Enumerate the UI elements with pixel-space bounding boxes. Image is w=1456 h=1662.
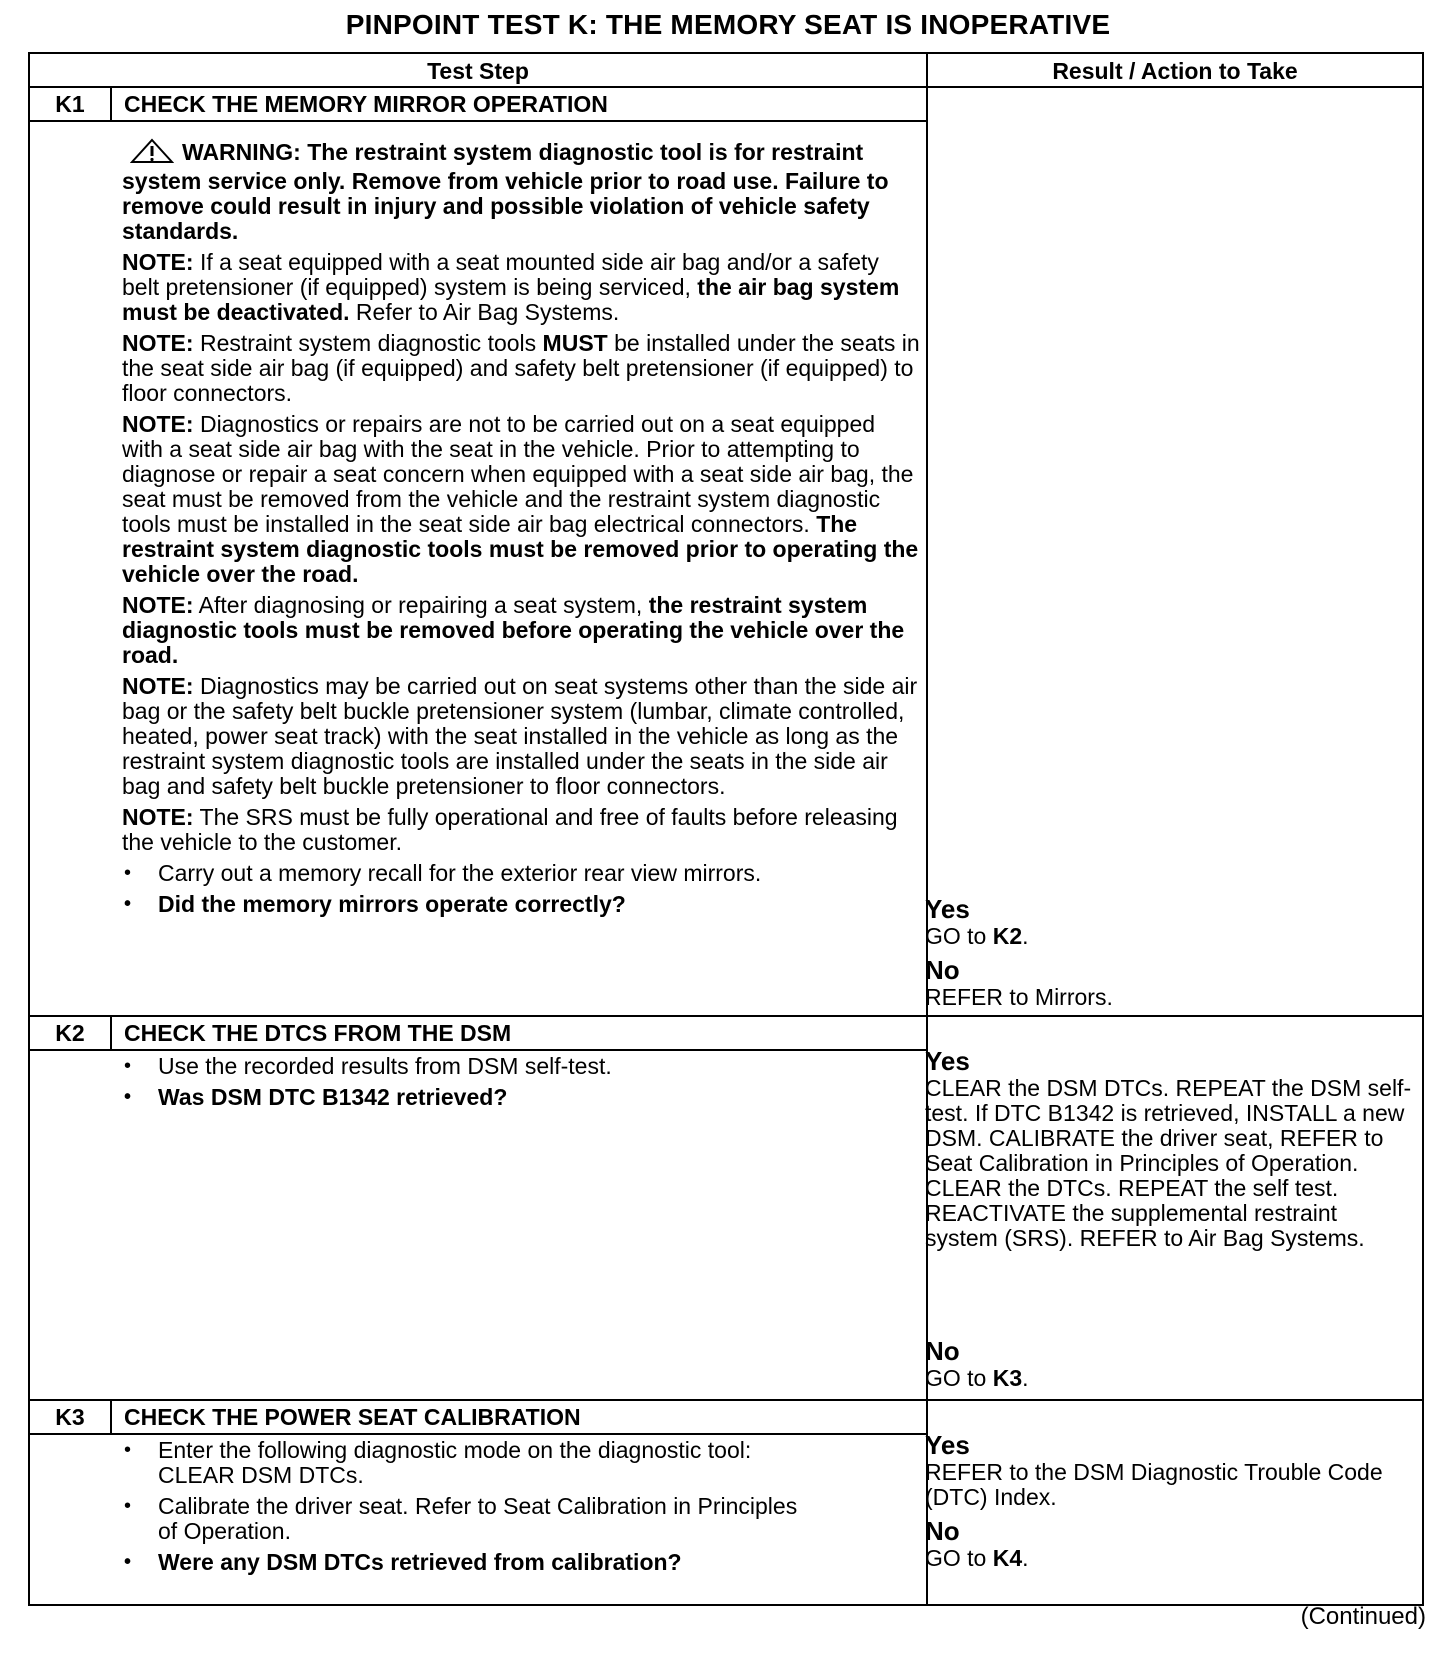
note-label: NOTE: <box>122 330 194 356</box>
bullet-item: • Enter the following diagnostic mode on the diagnostic tool: CLEAR DSM DTCs. <box>122 1438 822 1488</box>
result-k3 <box>925 1430 1415 1577</box>
note-text: After diagnosing or repairing a seat system, <box>193 592 649 618</box>
note-label: NOTE: <box>122 411 194 437</box>
row-divider <box>30 1433 926 1435</box>
note-emphasis: MUST <box>542 330 608 356</box>
header-result: Result / Action to Take <box>1052 58 1298 84</box>
note-4 <box>122 593 922 668</box>
step-title-k3: CHECK THE POWER SEAT CALIBRATION <box>124 1404 581 1430</box>
step-id-k1: K1 <box>55 91 85 117</box>
result-yes-label: Yes <box>925 894 970 924</box>
result-yes-action: REFER to the DSM Diagnostic Trouble Code (DTC) Index. <box>925 1459 1383 1510</box>
id-divider <box>110 1015 112 1049</box>
result-no-action: GO to K4. <box>925 1545 1029 1571</box>
note-text: Diagnostics may be carried out on seat systems other than the side air bag or the safety belt buckle pretensioner system (lumbar, climate controlled, heated, power seat track) with the seat installed in the vehicle as long as the restraint system diagnostic tools are installed under the seats in the side air bag and safety belt buckle pretensioner to floor connectors. <box>122 673 918 799</box>
note-label: NOTE: <box>122 673 194 699</box>
step-body-k3 <box>122 1438 822 1581</box>
action-text: GO to <box>925 1365 993 1391</box>
header-test-step: Test Step <box>427 58 529 84</box>
note-6 <box>122 805 922 855</box>
note-2 <box>122 331 922 406</box>
warning-content: WARNING: The restraint system diagnostic tool is for restraint system service only. Remove from vehicle prior to road use. Failure to remove could result in injury and possible violation of vehicle safety standards. <box>122 139 889 244</box>
note-text: If a seat equipped with a seat mounted side air bag and/or a safety belt pretensioner (if equipped) system is being serviced, <box>122 249 879 300</box>
note-label: NOTE: <box>122 249 194 275</box>
result-no-label: No <box>925 1516 960 1546</box>
note-emphasis: The restraint system diagnostic tools must be removed prior to operating the vehicle over the road. <box>122 511 919 587</box>
note-1 <box>122 250 922 325</box>
bullet-item: • Use the recorded results from DSM self-test. <box>122 1054 922 1079</box>
page-title: PINPOINT TEST K: THE MEMORY SEAT IS INOPERATIVE <box>345 9 1111 40</box>
result-k2-yes <box>925 1046 1415 1257</box>
row-divider <box>30 1049 926 1051</box>
step-body-k1 <box>122 138 922 923</box>
step-ref: K3 <box>992 1365 1023 1391</box>
note-3 <box>122 412 922 587</box>
pinpoint-test-table <box>28 52 1424 1606</box>
step-ref: K4 <box>992 1545 1023 1571</box>
continued-label: (Continued) <box>1300 1603 1426 1630</box>
action-text: GO to <box>925 1545 993 1571</box>
id-divider <box>110 86 112 120</box>
note-text-tail: be installed under the seats in the seat side air bag (if equipped) and safety belt pretensioner (if equipped) to floor connectors. <box>122 330 920 406</box>
bullet-item: • Calibrate the driver seat. Refer to Seat Calibration in Principles of Operation. <box>122 1494 822 1544</box>
result-yes-label: Yes <box>925 1046 970 1076</box>
result-no-label: No <box>925 955 960 985</box>
note-5 <box>122 674 922 799</box>
step-title-k1: CHECK THE MEMORY MIRROR OPERATION <box>124 91 608 117</box>
bullet-question: • Were any DSM DTCs retrieved from calibration? <box>122 1550 822 1575</box>
step-title-k2: CHECK THE DTCS FROM THE DSM <box>124 1020 512 1046</box>
bullet-question: • Did the memory mirrors operate correctly? <box>122 892 922 917</box>
note-label: NOTE: <box>122 592 194 618</box>
note-emphasis: the air bag system must be deactivated. <box>122 274 900 325</box>
step-body-k2 <box>122 1054 922 1116</box>
action-text: GO to <box>925 923 993 949</box>
result-no-action: GO to K3. <box>925 1365 1029 1391</box>
result-k1 <box>925 894 1415 1016</box>
step-ref: K2 <box>992 923 1023 949</box>
result-yes-label: Yes <box>925 1430 970 1460</box>
warning-triangle-icon <box>130 138 174 169</box>
result-no-action: REFER to Mirrors. <box>925 984 1113 1010</box>
step-id-k3: K3 <box>55 1404 85 1430</box>
result-yes-action: CLEAR the DSM DTCs. REPEAT the DSM self-test. If DTC B1342 is retrieved, INSTALL a new DSM. CALIBRATE the driver seat, REFER to Seat Calibration in Principles of Operation. CLEAR the DTCs. REPEAT the self test. REACTIVATE the supplemental restraint system (SRS). REFER to Air Bag Systems. <box>925 1075 1412 1251</box>
step-id-k2: K2 <box>55 1020 85 1046</box>
id-divider <box>110 1399 112 1433</box>
result-no-label: No <box>925 1336 960 1366</box>
result-yes-action: GO to K2. <box>925 923 1029 949</box>
warning-text <box>122 138 922 244</box>
result-k2-no <box>925 1336 1415 1397</box>
note-emphasis: the restraint system diagnostic tools must be removed before operating the vehicle over the road. <box>122 592 905 668</box>
bullet-question: • Was DSM DTC B1342 retrieved? <box>122 1085 922 1110</box>
bullet-item: • Carry out a memory recall for the exterior rear view mirrors. <box>122 861 922 886</box>
row-divider <box>30 120 926 122</box>
note-text: Restraint system diagnostic tools <box>193 330 543 356</box>
note-text: Diagnostics or repairs are not to be carried out on a seat equipped with a seat side air bag with the seat in the vehicle. Prior to attempting to diagnose or repair a seat concern when equipped with a seat side air bag, the seat must be removed from the vehicle and the restraint system diagnostic tools must be installed in the seat side air bag electrical connectors. <box>122 411 914 537</box>
note-text: The SRS must be fully operational and free of faults before releasing the vehicle to the customer. <box>122 804 898 855</box>
note-label: NOTE: <box>122 804 194 830</box>
note-text-tail: Refer to Air Bag Systems. <box>349 299 620 325</box>
